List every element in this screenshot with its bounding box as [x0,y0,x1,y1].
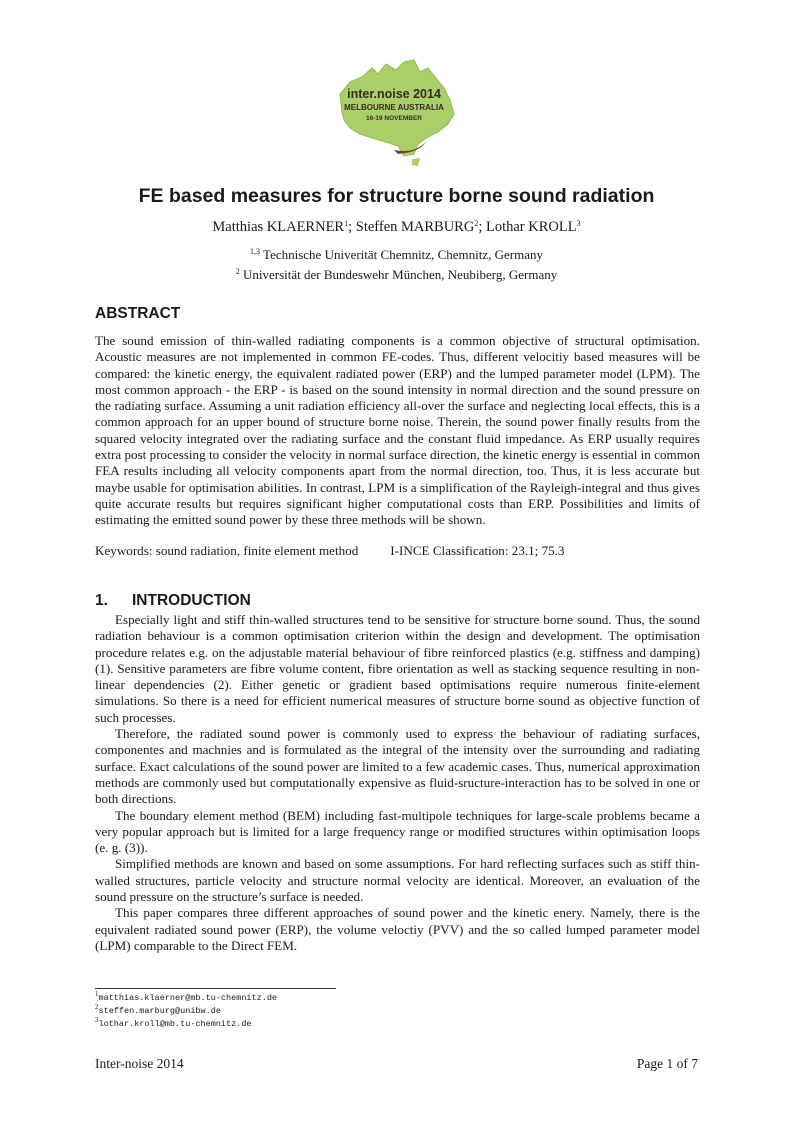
paper-title: FE based measures for structure borne sound radiation [138,185,655,207]
footnote-email[interactable]: steffen.marburg@unibw.de [98,1006,221,1016]
abstract-text: The sound emission of thin-walled radiating components is a common objective of structural optimisation. Acoustic measures are not implemented in common FE-codes. Thus, different velocitiy based measures will be compared: the kinetic energy, the equivalent radiated power (ERP) and the lumped parameter model (LPM). The most common approach - the ERP - is based on the sound intensity in normal direction and the sound pressure on the radiating surface. Assuming a unit radiation efficiency all-over the surface and neglecting local effects, this is a common approach for an upper bound of structure borne noise. Therein, the sound power finally results from the squared velocity integrated over the radiating surface and the constant fluid impedance. As ERP usually requires extra post processing to consider the velocity in normal surface direction, the kinetic energy is essential in common FEA results including all velocity components apart from the normal direction, too. Thus, it is less accurate but maybe usable for optimisation abilities. In contrast, LPM is a simplification of the Rayleigh-integral and thus gives quite accurate results but requires significant higher computational costs than ERP. Possibilities and limits of estimating the emitted sound power by these three methods will be shown. [95,333,700,528]
author-mark: 3 [576,219,581,228]
footer-conference: Inter-noise 2014 [95,1056,184,1071]
logo-line-1: inter.noise 2014 [347,87,441,101]
paragraph: This paper compares three different approaches of sound power and the kinetic enery. Namely, there is the equivalent radiated sound power (ERP), the volume veloctiy (PVV) and the so called lumped parameter model (LPM) comparable to the Direct FEM. [95,905,700,953]
logo-line-3: 16-19 NOVEMBER [366,115,422,122]
affiliation [0,247,793,263]
affiliation-mark: 1,3 [250,247,261,256]
affiliation-text: Technische Univerität Chemnitz, Chemnitz, Germany [260,247,543,262]
footnote-mark: 2 [95,1003,99,1011]
author-mark: 2 [474,219,479,228]
footnote [95,990,278,1003]
footnote-mark: 3 [95,1016,99,1024]
affiliation [0,267,793,283]
footnote-rule [95,988,336,989]
ince-classification: I-INCE Classification: 23.1; 75.3 [390,543,565,558]
section-heading [95,592,251,610]
author-sep: ; [348,219,356,235]
footer-page-number: Page 1 of 7 [636,1056,698,1071]
author-sep: ; [478,219,486,235]
footnote-mark: 1 [95,990,99,998]
paragraph: Simplified methods are known and based on some assumptions. For hard reflecting surfaces such as stiff thin-walled structures, particle velocity and structure normal velocity are identical. Moreover, an evaluation of the sound pressure on the structure’s surface is needed. [95,856,700,905]
abstract-heading: ABSTRACT [95,305,181,322]
paragraph: The boundary element method (BEM) including fast-multipole techniques for large-scale problems became a very popular approach but is limited for a large frequency range or modified structures within optimisation loops (e. g. (3)). [95,807,700,856]
keywords: Keywords: sound radiation, finite element method [95,543,359,558]
footnote [95,1003,221,1016]
author-line [0,219,793,236]
section-title: INTRODUCTION [132,592,251,609]
conference-logo [328,58,460,168]
footnote-email[interactable]: matthias.klaerner@mb.tu-chemnitz.de [98,993,278,1003]
footnote [95,1016,252,1029]
author-name: Steffen MARBURG [355,219,475,235]
author-name: Lothar KROLL [485,219,577,235]
section-number: 1. [95,592,108,609]
author-mark: 1 [344,219,349,228]
paragraph: Therefore, the radiated sound power is commonly used to express the behaviour of radiating surfaces, componentes and machnies and is formulated as the integral of the intensity over the surrounding and radiating surface. Exact calculations of the sound power are limited to a few academic cases. Thus, numerical approximation methods are commonly used but computationally expensive as fluid-sructure-interaction has to be solved in one or both directions. [95,726,700,807]
author-name: Matthias KLAERNER [212,219,345,235]
logo-line-2: MELBOURNE AUSTRALIA [344,103,444,112]
keywords-line [95,543,564,559]
affiliation-mark: 2 [235,267,240,276]
footnote-email[interactable]: lothar.kroll@mb.tu-chemnitz.de [98,1019,252,1029]
paragraph: Especially light and stiff thin-walled structures tend to be sensitive for structure borne sound. Thus, the sound radiation behaviour is a common optimisation criterion within the design and development. The optimisation procedure relates e.g. on the adjustable material behaviour of fibre reinforced plastics (e.g. stiffness and damping) (1). Sensitive parameters are fibre volume content, fibre orientation as well as stacking sequence resulting in non-linear dependencies (2). Either genetic or gradient based optimisations require numerous finite-element simulations. So there is a need for efficient numerical measures of structure borne sound as objective function of such processes. [95,612,700,725]
tasmania-shape [412,158,420,166]
affiliation-text: Universität der Bundeswehr München, Neubiberg, Germany [239,267,558,282]
introduction-body [95,612,700,954]
